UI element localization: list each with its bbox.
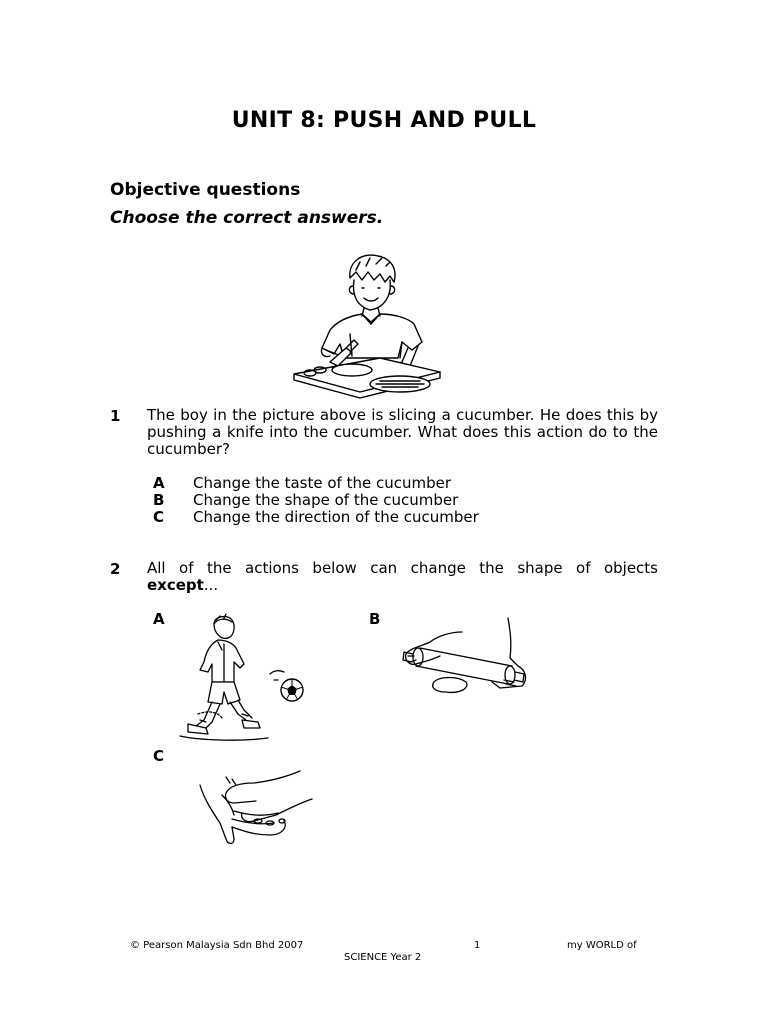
footer-page-number: 1 bbox=[474, 940, 481, 951]
question-1-option-a[interactable] bbox=[153, 474, 451, 492]
option-letter: C bbox=[153, 508, 165, 526]
question-2-ellipsis: ... bbox=[203, 576, 219, 594]
footer-series-line1: my WORLD of bbox=[567, 940, 637, 951]
option-text: Change the taste of the cucumber bbox=[193, 474, 451, 492]
instruction-text: Choose the correct answers. bbox=[110, 208, 384, 228]
question-1-number: 1 bbox=[110, 407, 121, 425]
question-2-text-line: All of the actions below can change the shape of objects bbox=[147, 559, 658, 577]
section-heading: Objective questions bbox=[110, 180, 301, 200]
question-2-number: 2 bbox=[110, 560, 121, 578]
option-text: Change the shape of the cucumber bbox=[193, 491, 459, 509]
page-title: UNIT 8: PUSH AND PULL bbox=[231, 108, 537, 133]
picture-label-a: A bbox=[153, 610, 165, 628]
picture-label-c: C bbox=[153, 747, 165, 765]
picture-label-b: B bbox=[369, 610, 381, 628]
hands-squeezing-illustration[interactable] bbox=[196, 765, 321, 855]
question-2-text bbox=[147, 560, 658, 594]
question-1-option-b[interactable] bbox=[153, 491, 458, 509]
footer-copyright: © Pearson Malaysia Sdn Bhd 2007 bbox=[130, 940, 304, 951]
option-letter: B bbox=[153, 491, 165, 509]
footer-series-line2: SCIENCE Year 2 bbox=[344, 952, 422, 963]
option-letter: A bbox=[153, 474, 165, 492]
rolling-pin-dough-illustration[interactable] bbox=[400, 610, 540, 705]
question-1-text: The boy in the picture above is slicing a cucumber. He does this by pushing a knife into the cucumber. What does this action do to the cucumber? bbox=[147, 406, 658, 458]
question-1-option-c[interactable] bbox=[153, 508, 479, 526]
option-text: Change the direction of the cucumber bbox=[193, 508, 479, 526]
boy-kicking-ball-illustration[interactable] bbox=[178, 610, 313, 745]
question-2-emphasis: except bbox=[147, 576, 204, 594]
boy-slicing-cucumber-illustration bbox=[290, 250, 450, 405]
